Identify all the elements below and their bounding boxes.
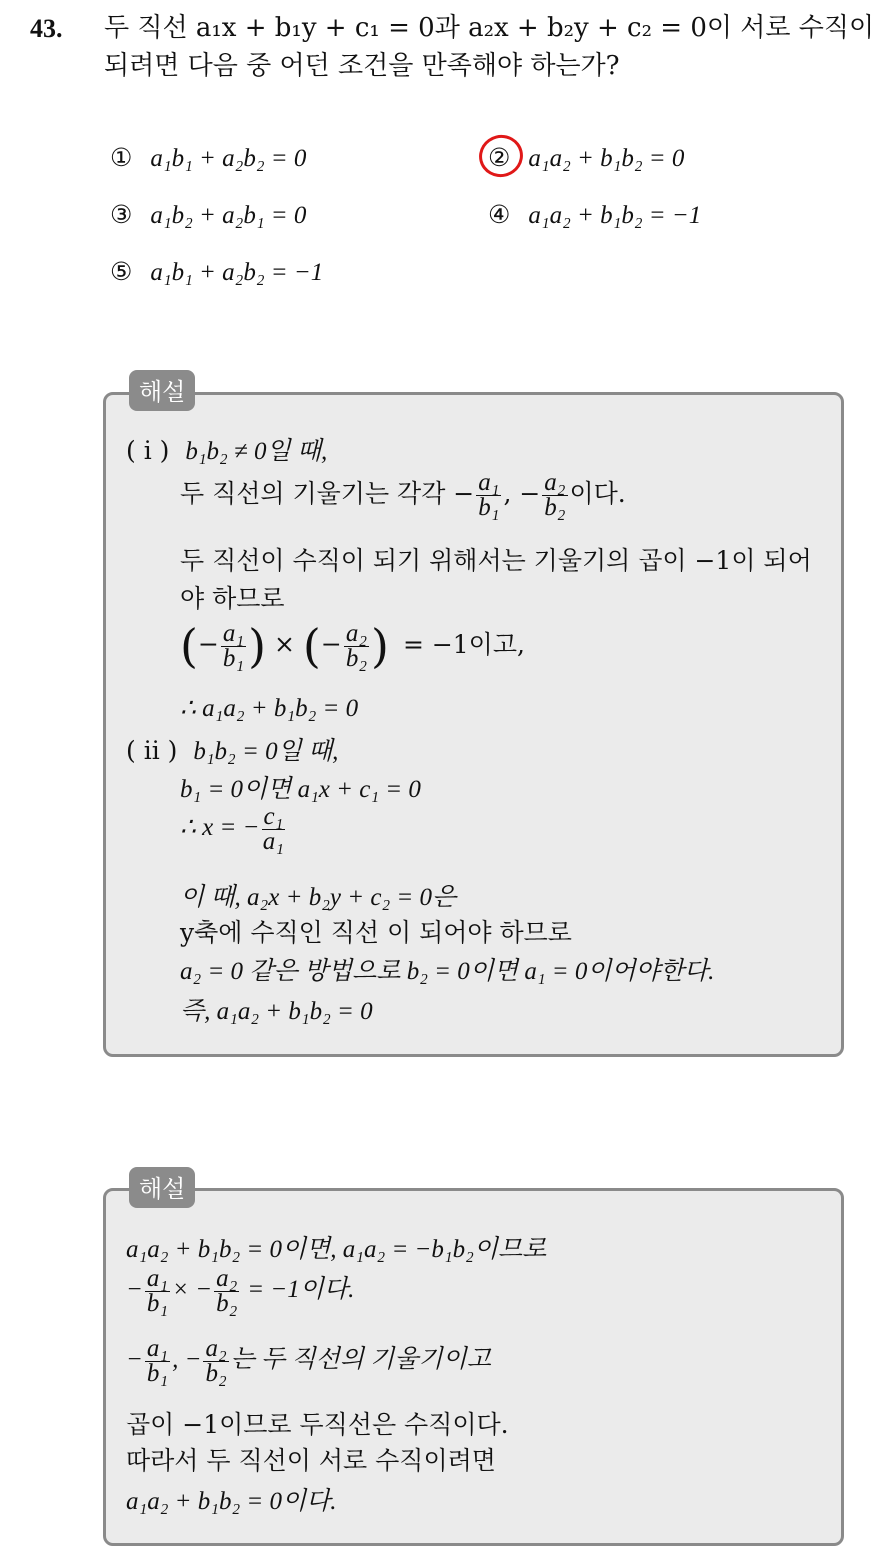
answer-circle-mark xyxy=(475,130,528,181)
option-1-marker: ① xyxy=(110,143,133,172)
case-2-header: ( ii ) b₁b₂ = 0일 때, xyxy=(126,736,339,765)
slope-product-equation: (− $\frac{\text{a₁}}{\text{b₁}}$ ) × (− $\frac{\text{a₂}}{\text{b₂}}$ ) = −1이고, xyxy=(180,619,525,673)
perpendicular-condition-line-2: 야 하므로 xyxy=(180,584,285,613)
same-method-line: a₂ = 0 같은 방법으로 b₂ = 0이면 a₁ = 0이어야한다. xyxy=(180,958,715,985)
sol2-line-3: − $\frac{\text{a₁}}{\text{b₁}}$ , − $\frac{\text{a₂}}{\text{b₂}}$ 는 두 직선의 기울기이고 xyxy=(126,1335,491,1387)
option-3-expression: a₁b₂ + a₂b₁ = 0 xyxy=(150,202,307,229)
option-5-expression: a₁b₁ + a₂b₂ = −1 xyxy=(150,259,324,286)
option-1[interactable] xyxy=(110,143,306,173)
question-number: 43. xyxy=(30,14,63,43)
option-3-marker: ③ xyxy=(110,200,133,229)
case-1-header: ( i ) b₁b₂ ≠ 0일 때, xyxy=(126,436,328,465)
b1-zero-line: b₁ = 0이면 a₁x + c₁ = 0 xyxy=(180,776,421,803)
therefore-1: ∴ a₁a₂ + b₁b₂ = 0 xyxy=(180,695,359,722)
solution-box-2 xyxy=(103,1188,844,1546)
option-5-marker: ⑤ xyxy=(110,257,133,286)
question-text-line-2: 되려면 다음 중 어던 조건을 만족해야 하는가? xyxy=(104,51,620,81)
sol2-line-1: a₁a₂ + b₁b₂ = 0이면, a₁a₂ = −b₁b₂이므로 xyxy=(126,1236,547,1263)
sol2-line-2: − $\frac{\text{a₁}}{\text{b₁}}$ × − $\frac{\text{a₂}}{\text{b₂}}$ = −1이다. xyxy=(126,1265,355,1317)
conclusion-line: 즉, a₁a₂ + b₁b₂ = 0 xyxy=(180,998,373,1025)
solution-tag-2: 해설 xyxy=(129,1167,195,1208)
question-text-line-1: 두 직선 a₁x + b₁y + c₁ = 0과 a₂x + b₂y + c₂ = 0이 서로 수직이 xyxy=(104,13,875,43)
option-2-marker: ② xyxy=(488,143,511,172)
sol2-line-5: 따라서 두 직선이 서로 수직이려면 xyxy=(126,1446,496,1475)
option-4-expression: a₁a₂ + b₁b₂ = −1 xyxy=(528,202,702,229)
solution-tag-1: 해설 xyxy=(129,370,195,411)
option-2-expression: a₁a₂ + b₁b₂ = 0 xyxy=(528,145,685,172)
slope-line: 두 직선의 기울기는 각각 − $\frac{\text{a₁}}{\text{b₁}}$ , − $\frac{\text{a₂}}{\text{b₂}}$ 이다. xyxy=(180,469,626,521)
option-5[interactable] xyxy=(110,257,323,287)
sol2-line-6: a₁a₂ + b₁b₂ = 0이다. xyxy=(126,1488,337,1515)
option-3[interactable] xyxy=(110,200,306,230)
option-1-expression: a₁b₁ + a₂b₂ = 0 xyxy=(150,145,307,172)
solution-box-1 xyxy=(103,392,844,1057)
sol2-line-4: 곱이 −1이므로 두직선은 수직이다. xyxy=(126,1410,509,1439)
x-value-line: ∴ x = − $\frac{\text{c₁}}{\text{a₁}}$ xyxy=(180,803,284,855)
option-4[interactable] xyxy=(488,200,701,230)
option-4-marker: ④ xyxy=(488,200,511,229)
y-axis-line: y축에 수직인 직선 이 되어야 하므로 xyxy=(180,918,572,947)
then-line: 이 때, a₂x + b₂y + c₂ = 0은 xyxy=(180,884,457,911)
perpendicular-condition-line-1: 두 직선이 수직이 되기 위해서는 기울기의 곱이 −1이 되어 xyxy=(180,546,812,575)
